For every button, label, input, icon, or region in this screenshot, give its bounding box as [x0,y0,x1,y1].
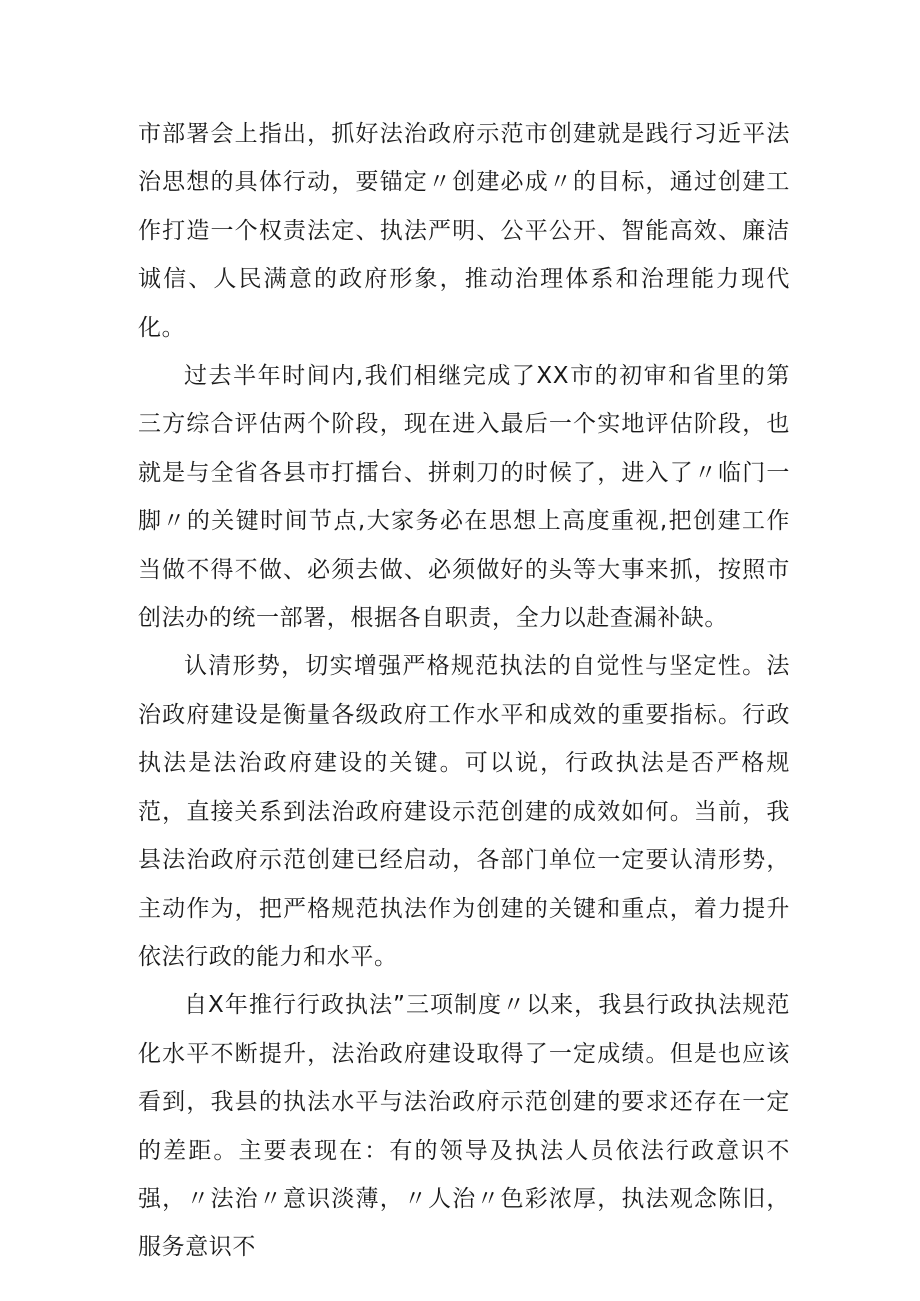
document-body [138,110,790,1272]
paragraph-4: 自X年推行行政执法”三项制度〃以来，我县行政执法规范化水平不断提升，法治政府建设取得了一定成绩。但是也应该看到，我县的执法水平与法治政府示范创建的要求还存在一定的差距。主要表现在：有的领导及执法人员依法行政意识不强，〃法治〃意识淡薄，〃人治〃色彩浓厚，执法观念陈旧，服务意识不 [138,992,790,1261]
paragraph-1: 市部署会上指出，抓好法治政府示范市创建就是践行习近平法治思想的具体行动，要锚定〃创建必成〃的目标，通过创建工作打造一个权责法定、执法严明、公平公开、智能高效、廉洁诚信、人民满意的政府形象，推动治理体系和治理能力现代化。 [138,121,790,341]
paragraph-2: 过去半年时间内,我们相继完成了XX市的初审和省里的第三方综合评估两个阶段，现在进入最后一个实地评估阶段，也就是与全省各县市打擂台、拼刺刀的时候了，进入了〃临门一脚〃的关键时间节点,大家务必在思想上高度重视,把创建工作当做不得不做、必须去做、必须做好的头等大事来抓，按照市创法办的统一部署，根据各自职责，全力以赴查漏补缺。 [138,363,790,632]
paragraph-3: 认清形势，切实增强严格规范执法的自觉性与坚定性。法治政府建设是衡量各级政府工作水平和成效的重要指标。行政执法是法治政府建设的关键。可以说，行政执法是否严格规范，直接关系到法治政府建设示范创建的成效如何。当前，我县法治政府示范创建已经启动，各部门单位一定要认清形势，主动作为，把严格规范执法作为创建的关键和重点，着力提升依法行政的能力和水平。 [138,653,790,970]
